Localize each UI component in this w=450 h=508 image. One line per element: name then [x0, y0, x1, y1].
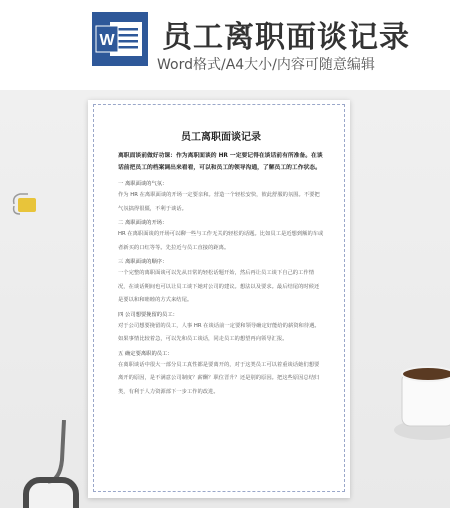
- document-page: [88, 100, 350, 498]
- section-heading: 二 离职面谈的开场：: [118, 220, 168, 226]
- section-body: 在离职谈话中很大一部分员工真性都是要离开的，对于这类员工可以着重谈话她们想要离开的原因，是不满意公司制度？薪酬？职位晋升？还是别的原因。把这些原因总结归类，有利于人力资源部下一步工作的改进。: [118, 361, 320, 395]
- document-content: [118, 128, 324, 399]
- section-body: 作为 HR 在离职面谈的开场一定要亲和。营造一个轻松安快，彼此舒服的氛围。不要把气氛搞得很僵，不利于谈话。: [118, 192, 320, 212]
- glasses-icon: [4, 420, 92, 508]
- word-icon-letter: W: [99, 32, 115, 49]
- section-heading: 三 离职面谈的顺序：: [118, 259, 168, 265]
- page-subtitle: Word格式/A4大小/内容可随意编辑: [157, 57, 375, 73]
- header: [0, 0, 450, 90]
- section-body: 一个完整的离职面谈可以先从日常的轻松话题开始，然后再让员工谈下自己的工作情况，在谈话期间也可以让员工谈下她对公司的建议。想法以及要求。最后结尾的时候还是要以和和睦睦的方式来结尾。: [118, 270, 320, 303]
- desk-background: [0, 90, 450, 508]
- section-body: HR 在离职面谈的开场可以聊一些与工作无关的轻松的话题。比如员工是近想到额的车或者新买的口红等等。先拉近与员工直接的距离。: [118, 231, 324, 251]
- section-heading: 四 公司想要挽留的员工：: [118, 311, 178, 318]
- section-heading: 五 确定要离职的员工：: [118, 350, 173, 357]
- document-title: 员工离职面谈记录: [181, 132, 261, 143]
- page-title: 员工离职面谈记录: [162, 20, 410, 55]
- binder-clip-icon: [10, 190, 40, 216]
- coffee-cup-icon: [388, 360, 450, 452]
- document-intro: 离职面谈前做好功课：作为离职面谈的 HR 一定要记得在谈话前有所准备。在谈话前把员工的档案调出来看看，可以和员工的领导沟通，了解员工的工作状态。: [118, 153, 323, 171]
- word-icon: [92, 12, 148, 66]
- section-heading: 一 离职面谈的气氛：: [118, 181, 168, 187]
- section-body: 对于公司想要挽留的员工，人事 HR 在谈话前一定要和领导确定好能给的薪资和待遇。如果事情比较着急，可以先和员工谈话，同走员工的想望再向领导汇报。: [118, 322, 320, 342]
